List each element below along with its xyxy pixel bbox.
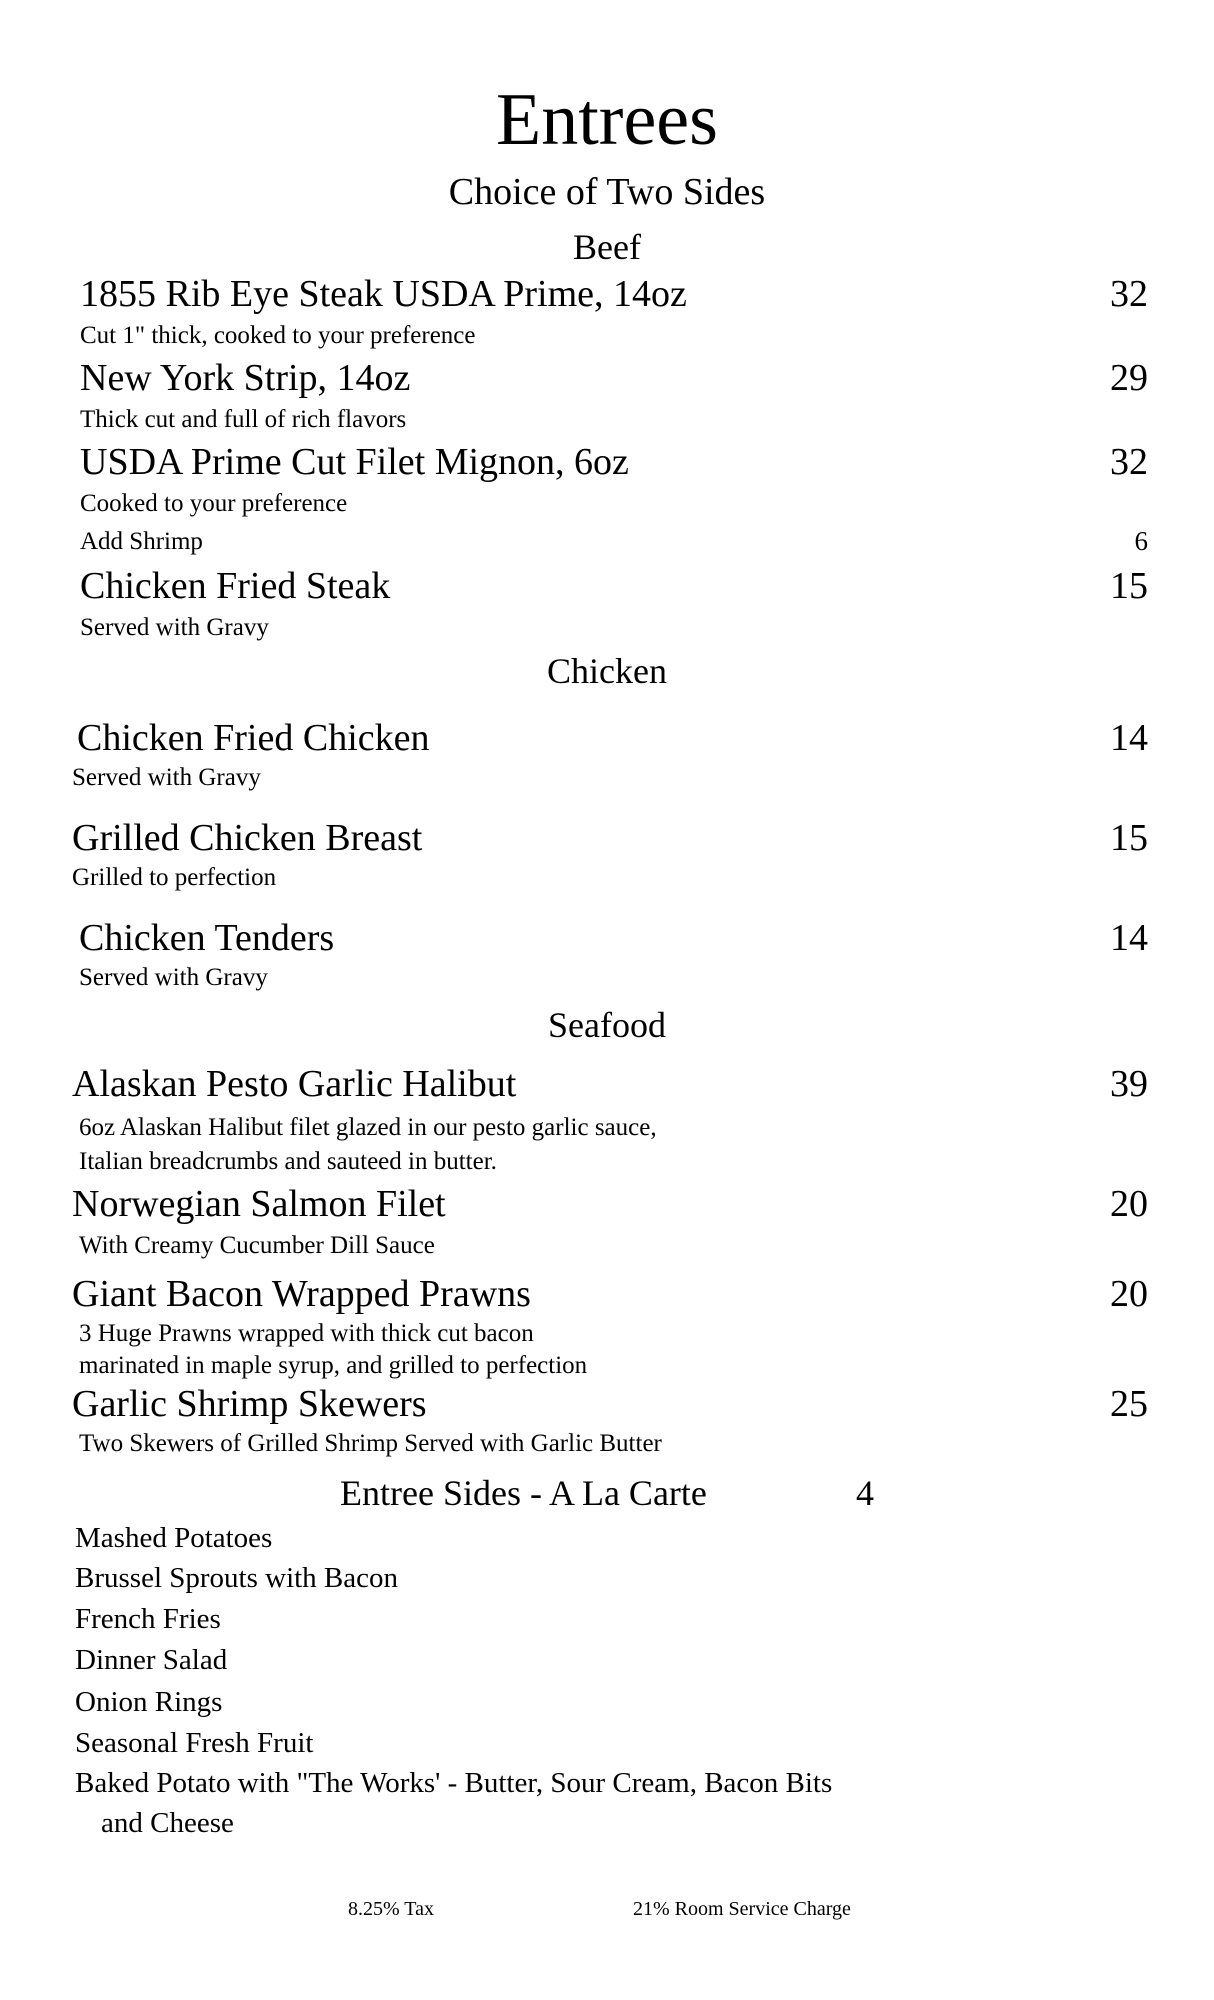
addon-label: Add Shrimp — [80, 528, 203, 555]
menu-item-description: Grilled to perfection — [72, 864, 277, 891]
menu-item-description: Served with Gravy — [80, 614, 269, 641]
addon-price: 6 — [1134, 526, 1148, 556]
sides-price: 4 — [856, 1473, 874, 1513]
menu-item-name: Norwegian Salmon Filet — [72, 1183, 446, 1225]
menu-item-description: marinated in maple syrup, and grilled to perfection — [79, 1352, 588, 1379]
section-heading-sides: Entree Sides - A La Carte — [340, 1473, 707, 1513]
menu-item-price: 32 — [1110, 273, 1148, 315]
menu-item-description: Two Skewers of Grilled Shrimp Served with Garlic Butter — [79, 1430, 662, 1457]
menu-item-name: Giant Bacon Wrapped Prawns — [72, 1273, 531, 1315]
side-item: Seasonal Fresh Fruit — [75, 1727, 314, 1759]
menu-item-price: 15 — [1110, 817, 1148, 859]
menu-item-description: With Creamy Cucumber Dill Sauce — [79, 1232, 435, 1259]
side-item-continuation: and Cheese — [101, 1807, 234, 1839]
menu-item-description: Thick cut and full of rich flavors — [80, 406, 407, 433]
menu-item-price: 20 — [1110, 1183, 1148, 1225]
service-charge-note: 21% Room Service Charge — [633, 1898, 851, 1920]
menu-item-description: 6oz Alaskan Halibut filet glazed in our pesto garlic sauce, — [79, 1114, 657, 1141]
menu-item-price: 20 — [1110, 1273, 1148, 1315]
menu-item-description: Served with Gravy — [79, 964, 268, 991]
menu-item-description: Italian breadcrumbs and sauteed in butter. — [79, 1148, 497, 1175]
menu-item-price: 15 — [1110, 565, 1148, 607]
side-item: Baked Potato with "The Works' - Butter, Sour Cream, Bacon Bits — [75, 1767, 833, 1799]
page-subtitle: Choice of Two Sides — [448, 171, 766, 213]
side-item: French Fries — [75, 1603, 221, 1635]
section-heading-seafood: Seafood — [548, 1005, 666, 1045]
tax-note: 8.25% Tax — [348, 1898, 434, 1920]
side-item: Onion Rings — [75, 1686, 223, 1718]
menu-item-description: Cut 1" thick, cooked to your preference — [80, 322, 476, 349]
menu-item-price: 39 — [1110, 1063, 1148, 1105]
menu-item-price: 14 — [1110, 917, 1148, 959]
side-item: Dinner Salad — [75, 1644, 228, 1676]
menu-item-description: Served with Gravy — [72, 764, 261, 791]
menu-item-price: 32 — [1110, 441, 1148, 483]
menu-item-name: New York Strip, 14oz — [80, 357, 411, 399]
page-title: Entrees — [496, 79, 718, 161]
menu-item-name: Garlic Shrimp Skewers — [72, 1383, 427, 1425]
section-heading-beef: Beef — [573, 227, 641, 267]
menu-item-price: 14 — [1110, 717, 1148, 759]
side-item: Mashed Potatoes — [75, 1522, 273, 1554]
menu-item-name: Chicken Fried Chicken — [77, 717, 430, 759]
section-heading-chicken: Chicken — [547, 651, 667, 691]
menu-item-price: 29 — [1110, 357, 1148, 399]
menu-item-description: Cooked to your preference — [80, 490, 348, 517]
menu-item-name: Chicken Fried Steak — [80, 565, 391, 607]
menu-item-name: USDA Prime Cut Filet Mignon, 6oz — [80, 441, 629, 483]
menu-item-price: 25 — [1110, 1383, 1148, 1425]
menu-item-name: Alaskan Pesto Garlic Halibut — [72, 1063, 517, 1105]
side-item: Brussel Sprouts with Bacon — [75, 1562, 399, 1594]
menu-item-name: 1855 Rib Eye Steak USDA Prime, 14oz — [80, 273, 687, 315]
menu-item-description: 3 Huge Prawns wrapped with thick cut bacon — [79, 1320, 534, 1347]
menu-item-name: Chicken Tenders — [79, 917, 335, 959]
menu-item-name: Grilled Chicken Breast — [72, 817, 423, 859]
